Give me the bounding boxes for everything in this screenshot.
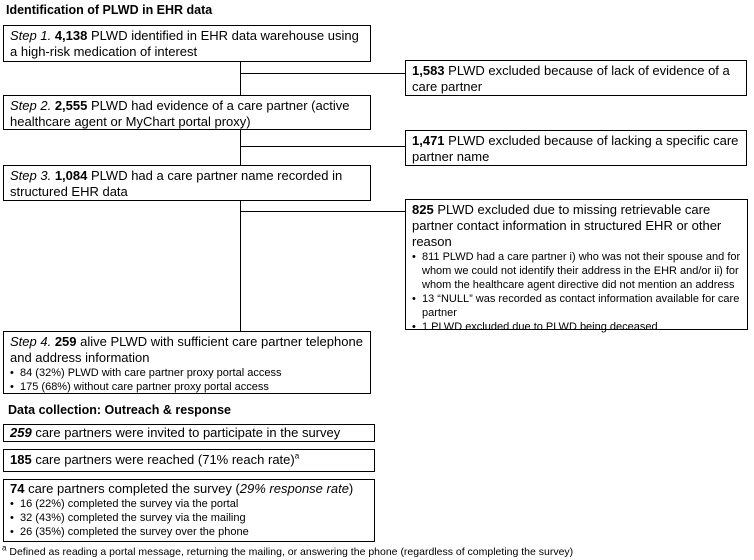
step1-text: PLWD identified in EHR data warehouse using a high-risk medication of interest — [10, 28, 359, 59]
invited-box — [3, 424, 375, 442]
exclusion2-count: 1,471 — [412, 133, 445, 148]
exclusion2-box — [405, 130, 747, 166]
connector-horizontal-3 — [240, 211, 405, 212]
step4-box — [3, 331, 371, 394]
exclusion3-bullet: • 811 PLWD had a care partner i) who was not their spouse and for whom we could not identify their address in the EHR and/or ii) for whom the healthcare agent directive did not mention an address — [412, 250, 741, 292]
exclusion1-count: 1,583 — [412, 63, 445, 78]
connector-vertical-2 — [240, 129, 241, 166]
step4-label: Step 4. — [10, 334, 52, 349]
section-header-data-collection: Data collection: Outreach & response — [8, 403, 231, 417]
reached-text: care partners were reached (71% reach rate) — [31, 452, 295, 467]
step4-bullet: • 84 (32%) PLWD with care partner proxy portal access — [10, 366, 364, 380]
connector-vertical-3 — [240, 200, 241, 332]
exclusion3-bullet: • 1 PLWD excluded due to PLWD being deceased — [412, 320, 741, 334]
step2-box — [3, 95, 371, 130]
exclusion3-box — [405, 199, 748, 333]
completed-rate: 29% response rate — [239, 481, 349, 496]
step2-label: Step 2. — [10, 98, 52, 113]
step4-summary — [10, 334, 364, 366]
completed-box — [3, 479, 375, 542]
step2-count: 2,555 — [54, 98, 88, 113]
step3-text: PLWD had a care partner name recorded in structured EHR data — [10, 168, 343, 199]
completed-text: care partners completed the survey ( — [24, 481, 240, 496]
invited-text: care partners were invited to participate in the survey — [31, 425, 341, 440]
step2-text: PLWD had evidence of a care partner (active healthcare agent or MyChart portal proxy) — [10, 98, 350, 129]
connector-horizontal-2 — [240, 146, 405, 147]
reached-footnote-marker: a — [294, 451, 300, 461]
invited-count: 259 — [10, 425, 32, 440]
section-header-identification: Identification of PLWD in EHR data — [6, 3, 213, 17]
connector-horizontal-1 — [240, 73, 405, 74]
step4-text: alive PLWD with sufficient care partner telephone and address information — [10, 334, 363, 365]
completed-summary — [10, 481, 368, 497]
reached-count: 185 — [10, 452, 32, 467]
exclusion3-bullet: • 13 “NULL” was recorded as contact information available for care partner — [412, 292, 741, 320]
step3-count: 1,084 — [54, 168, 88, 183]
exclusion3-count: 825 — [412, 202, 434, 217]
reached-box — [3, 449, 375, 472]
completed-close: ) — [348, 481, 354, 496]
footnote-text: Defined as reading a portal message, returning the mailing, or answering the phone (regardless of completing the survey) — [6, 546, 574, 558]
step1-label: Step 1. — [10, 28, 52, 43]
completed-bullet: • 16 (22%) completed the survey via the portal — [10, 497, 368, 511]
completed-count: 74 — [10, 481, 25, 496]
footnote-marker: a — [2, 543, 7, 553]
step4-count: 259 — [54, 334, 77, 349]
footnote — [2, 545, 573, 559]
step4-bullet: • 175 (68%) without care partner proxy portal access — [10, 380, 364, 394]
connector-vertical-1 — [240, 62, 241, 96]
completed-bullet: • 26 (35%) completed the survey over the phone — [10, 525, 368, 539]
exclusion1-text: PLWD excluded because of lack of evidence of a care partner — [412, 63, 730, 94]
exclusion2-text: PLWD excluded because of lacking a specific care partner name — [412, 133, 739, 164]
step3-label: Step 3. — [10, 168, 52, 183]
exclusion3-summary — [412, 202, 741, 250]
exclusion3-text: PLWD excluded due to missing retrievable care partner contact information in structured EHR or other reason — [412, 202, 722, 249]
completed-bullet: • 32 (43%) completed the survey via the mailing — [10, 511, 368, 525]
step1-box — [3, 25, 371, 62]
step3-box — [3, 165, 371, 201]
exclusion1-box — [405, 60, 747, 96]
step1-count: 4,138 — [54, 28, 88, 43]
